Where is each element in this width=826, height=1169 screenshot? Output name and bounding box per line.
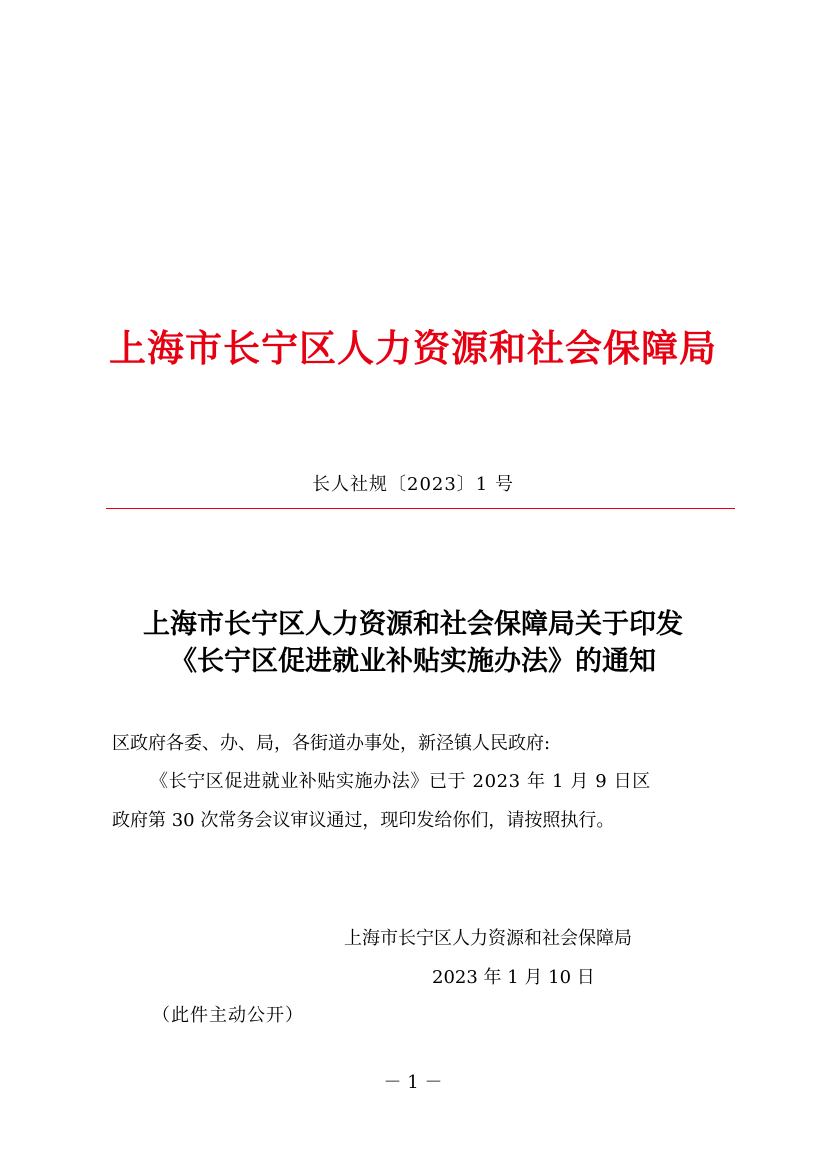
body-paragraph-line-1: 《长宁区促进就业补贴实施办法》已于 2023 年 1 月 9 日区 — [150, 771, 651, 792]
document-title — [0, 606, 826, 680]
red-divider-line — [106, 508, 735, 509]
document-number: 长人社规〔2023〕1 号 — [312, 474, 514, 495]
title-line-2: 《长宁区促进就业补贴实施办法》的通知 — [170, 646, 656, 677]
disclosure-note: （此件主动公开） — [152, 1005, 304, 1026]
body-paragraph-line-2: 政府第 30 次常务会议审议通过，现印发给你们，请按照执行。 — [112, 810, 615, 831]
issuer-header: 上海市长宁区人力资源和社会保障局 — [109, 326, 717, 370]
signature-date: 2023 年 1 月 10 日 — [432, 967, 595, 988]
title-line-1: 上海市长宁区人力资源和社会保障局关于印发 — [143, 609, 683, 640]
page-number: － 1 － — [383, 1072, 443, 1093]
salutation: 区政府各委、办、局，各街道办事处，新泾镇人民政府: — [112, 733, 551, 754]
signature-issuer: 上海市长宁区人力资源和社会保障局 — [344, 928, 632, 949]
